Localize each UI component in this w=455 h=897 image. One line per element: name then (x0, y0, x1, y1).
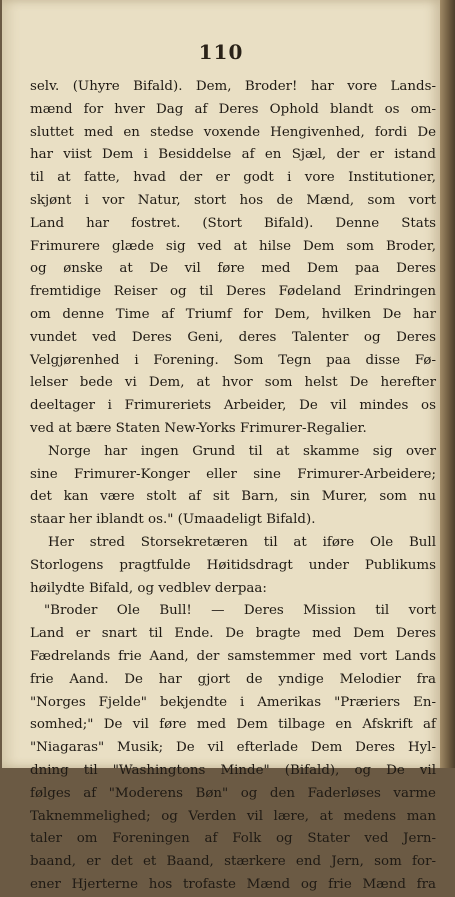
text-line: Taknemmelighed; og Verden vil lære, at medens man (30, 808, 436, 824)
text-line: selv. (Uhyre Bifald). Dem, Broder! har vore Lands- (30, 79, 436, 94)
text-line: til at fatte, hvad der er godt i vore Institutioner, (30, 170, 436, 186)
page-number: 110 (198, 40, 244, 64)
text-line: dning til "Washingtons Minde" (Bifald), og De vil (30, 762, 436, 778)
text-line: somhed;" De vil føre med Dem tilbage en Afskrift af (30, 717, 436, 733)
text-line: "Niagaras" Musik; De vil efterlade Dem Deres Hyl- (30, 740, 436, 756)
text-line: lelser bede vi Dem, at hvor som helst De herefter (30, 375, 436, 391)
text-line: om denne Time af Triumf for Dem, hvilken De har (30, 306, 436, 322)
book-gutter (440, 0, 455, 768)
text-line: Norge har ingen Grund til at skamme sig over (48, 443, 436, 459)
book-page (2, 0, 440, 892)
text-line: sine Frimurer-Konger eller sine Frimurer-Arbeidere; (30, 466, 436, 482)
text-line: Frimurere glæde sig ved at hilse Dem som Broder, (30, 238, 436, 254)
text-line: "Norges Fjelde" bekjendte i Amerikas "Præriers En- (30, 694, 436, 710)
text-line: ener Hjerterne hos trofaste Mænd og frie Mænd fra (30, 876, 436, 892)
text-line: taler om Foreningen af Folk og Stater ved Jern- (30, 831, 436, 847)
text-line: og ønske at De vil føre med Dem paa Deres (30, 261, 436, 277)
text-line: staar her iblandt os." (Umaadeligt Bifald). (30, 512, 316, 528)
text-line: vundet ved Deres Geni, deres Talenter og Deres (30, 329, 436, 345)
text-line: skjønt i vor Natur, stort hos de Mænd, som vort (30, 192, 436, 208)
text-line: mænd for hver Dag af Deres Ophold blandt os om- (30, 101, 436, 117)
text-line: Fædrelands frie Aand, der samstemmer med vort Lands (30, 648, 436, 664)
text-line: deeltager i Frimureriets Arbeider, De vil mindes os (30, 398, 436, 414)
text-line: "Broder Ole Bull! — Deres Mission til vort (44, 603, 436, 619)
text-line: Land har fostret. (Stort Bifald). Denne Stats (30, 215, 436, 231)
text-line: Velgjørenhed i Forening. Som Tegn paa disse Fø- (30, 352, 436, 368)
text-line: frie Aand. De har gjort de yndige Melodier fra (30, 671, 436, 687)
text-line: høilydte Bifald, og vedblev derpaa: (30, 580, 267, 596)
text-line: sluttet med en stedse voxende Hengivenhed, fordi De (30, 124, 436, 140)
text-line: Her stred Storsekretæren til at iføre Ole Bull (48, 534, 436, 550)
text-line: ved at bære Staten New-Yorks Frimurer-Regalier. (30, 420, 367, 436)
text-line: det kan være stolt af sit Barn, sin Murer, som nu (30, 489, 436, 505)
text-line: følges af "Moderens Bøn" og den Faderløses varme (30, 785, 436, 801)
body-text (30, 76, 436, 897)
text-line: Storlogens pragtfulde Høitidsdragt under Publikums (30, 557, 436, 573)
text-line: Land er snart til Ende. De bragte med Dem Deres (30, 626, 436, 642)
text-line: fremtidige Reiser og til Deres Fødeland Erindringen (30, 284, 436, 300)
text-line: har viist Dem i Besiddelse af en Sjæl, der er istand (30, 147, 436, 163)
text-line: baand, er det et Baand, stærkere end Jern, som for- (30, 854, 436, 870)
